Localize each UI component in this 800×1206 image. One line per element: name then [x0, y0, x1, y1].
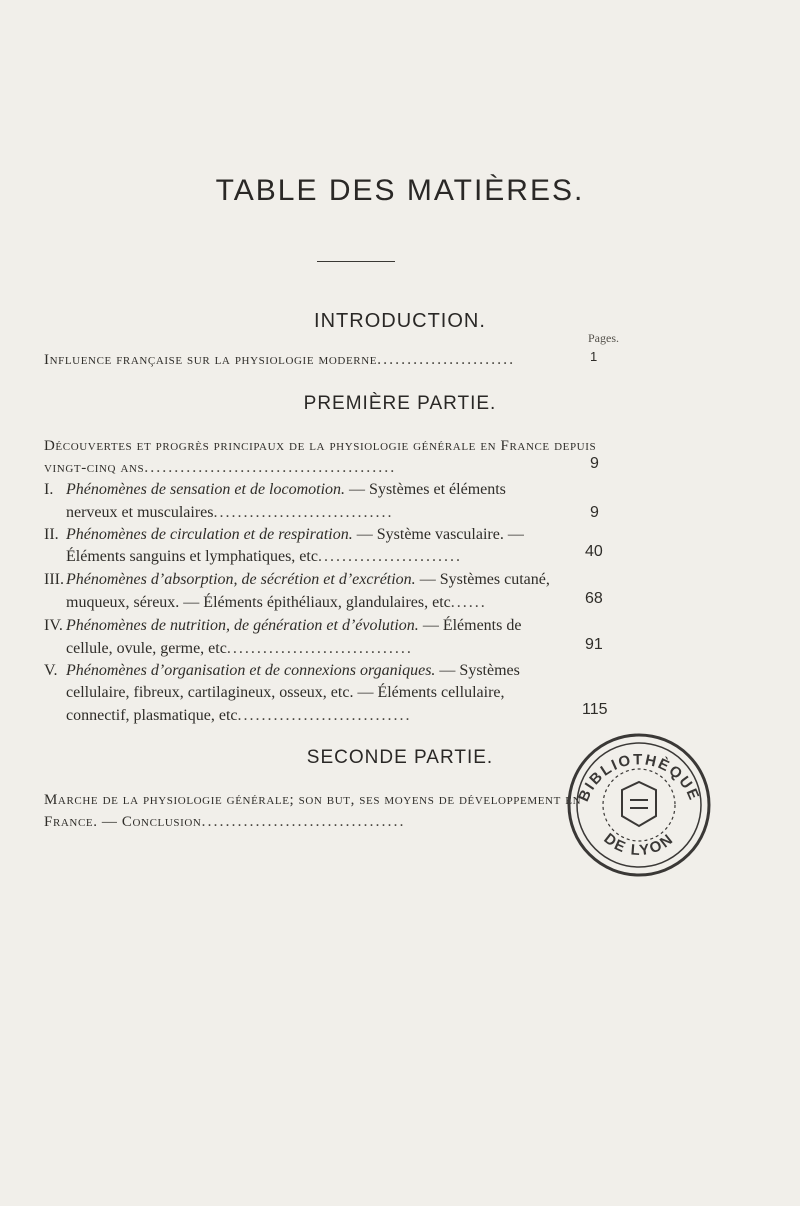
leader-dots: .................................. — [201, 813, 406, 830]
chapter-title: Phénomènes de nutrition, de génération et d’évolution. — [66, 617, 419, 634]
toc-entry-text: Marche de la physiologie générale; son but, ses moyens de développement en — [44, 792, 582, 808]
chapter-4-line2 — [66, 640, 413, 658]
page-number: 9 — [590, 455, 599, 472]
chapter-numeral: II. — [44, 526, 59, 543]
leader-dots: ............................. — [237, 707, 412, 724]
chapter-subtitle-cont: Éléments sanguins et lymphatiques, etc — [66, 548, 318, 565]
toc-entry-part1-intro[interactable] — [44, 459, 396, 477]
chapter-subtitle-cont: nerveux et musculaires — [66, 504, 214, 521]
chapter-numeral: III. — [44, 571, 64, 588]
page-title: TABLE DES MATIÈRES. — [215, 174, 585, 207]
part2-line1 — [44, 791, 581, 809]
chapter-subtitle-cont: cellulaire, fibreux, cartilagineux, osseux, etc. — Éléments cellulaire, — [66, 684, 505, 701]
chapter-subtitle-cont: muqueux, séreux. — Éléments épithéliaux, glandulaires, etc — [66, 594, 451, 611]
page-number: 40 — [585, 543, 603, 560]
stamp-emblem-icon — [622, 782, 656, 826]
part1-heading: PREMIÈRE PARTIE. — [303, 393, 497, 414]
leader-dots: ...... — [450, 594, 487, 611]
chapter-title: Phénomènes d’absorption, de sécrétion et d’excrétion. — [66, 571, 416, 588]
leader-dots: ....................... — [377, 351, 516, 368]
toc-entry-text: France. — Conclusion — [44, 814, 202, 830]
stamp-text-bottom: DE LYON — [600, 830, 678, 860]
library-stamp — [564, 730, 714, 880]
chapter-4-line1[interactable] — [44, 617, 521, 635]
chapter-title: Phénomènes de circulation et de respiration. — [66, 526, 353, 543]
chapter-title: Phénomènes d’organisation et de connexions organiques. — [66, 662, 436, 679]
page-number: 91 — [585, 636, 603, 653]
part1-intro-line1 — [44, 437, 596, 455]
chapter-2-line2 — [66, 548, 462, 566]
leader-dots: .......................................... — [144, 459, 397, 476]
pages-column-label: Pages. — [588, 331, 619, 345]
chapter-1-line1[interactable] — [44, 481, 506, 499]
chapter-subtitle: — Systèmes cutané, — [415, 571, 550, 588]
leader-dots: ........................ — [317, 548, 462, 565]
chapter-numeral: V. — [44, 662, 58, 679]
chapter-subtitle-cont: connectif, plasmatique, etc — [66, 707, 238, 724]
chapter-5-line1[interactable] — [44, 662, 520, 680]
chapter-1-line2 — [66, 504, 394, 522]
chapter-3-line2 — [66, 594, 487, 612]
chapter-subtitle: — Systèmes — [435, 662, 520, 679]
chapter-numeral: I. — [44, 481, 54, 498]
chapter-subtitle: — Éléments de — [418, 617, 522, 634]
toc-entry-text: Influence française sur la physiologie moderne — [44, 352, 378, 368]
stamp-text-top: BIBLIOTHÈQUE — [575, 751, 703, 805]
leader-dots: .............................. — [213, 504, 394, 521]
toc-entry-part2[interactable] — [44, 813, 405, 831]
chapter-2-line1[interactable] — [44, 526, 524, 544]
page-number: 68 — [585, 590, 603, 607]
page-number: 9 — [590, 504, 599, 521]
chapter-subtitle: — Systèmes et éléments — [345, 481, 506, 498]
title-divider — [317, 261, 395, 262]
chapter-subtitle: — Système vasculaire. — — [352, 526, 524, 543]
toc-entry-introduction[interactable] — [44, 351, 515, 369]
introduction-heading: INTRODUCTION. — [314, 310, 486, 332]
chapter-numeral: IV. — [44, 617, 63, 634]
part2-heading: SECONDE PARTIE. — [306, 747, 494, 768]
stamp-center-ring — [603, 769, 675, 841]
leader-dots: ............................... — [226, 640, 413, 657]
chapter-title: Phénomènes de sensation et de locomotion. — [66, 481, 346, 498]
toc-entry-text: vingt-cinq ans — [44, 460, 145, 476]
chapter-subtitle-cont: cellule, ovule, germe, etc — [66, 640, 227, 657]
chapter-5-line2 — [66, 684, 505, 702]
chapter-3-line1[interactable] — [44, 571, 550, 589]
page-number: 115 — [582, 701, 608, 718]
chapter-5-line3 — [66, 707, 411, 725]
toc-entry-text: Découvertes et progrès principaux de la physiologie générale en France depuis — [44, 438, 597, 454]
page-number: 1 — [590, 349, 598, 364]
